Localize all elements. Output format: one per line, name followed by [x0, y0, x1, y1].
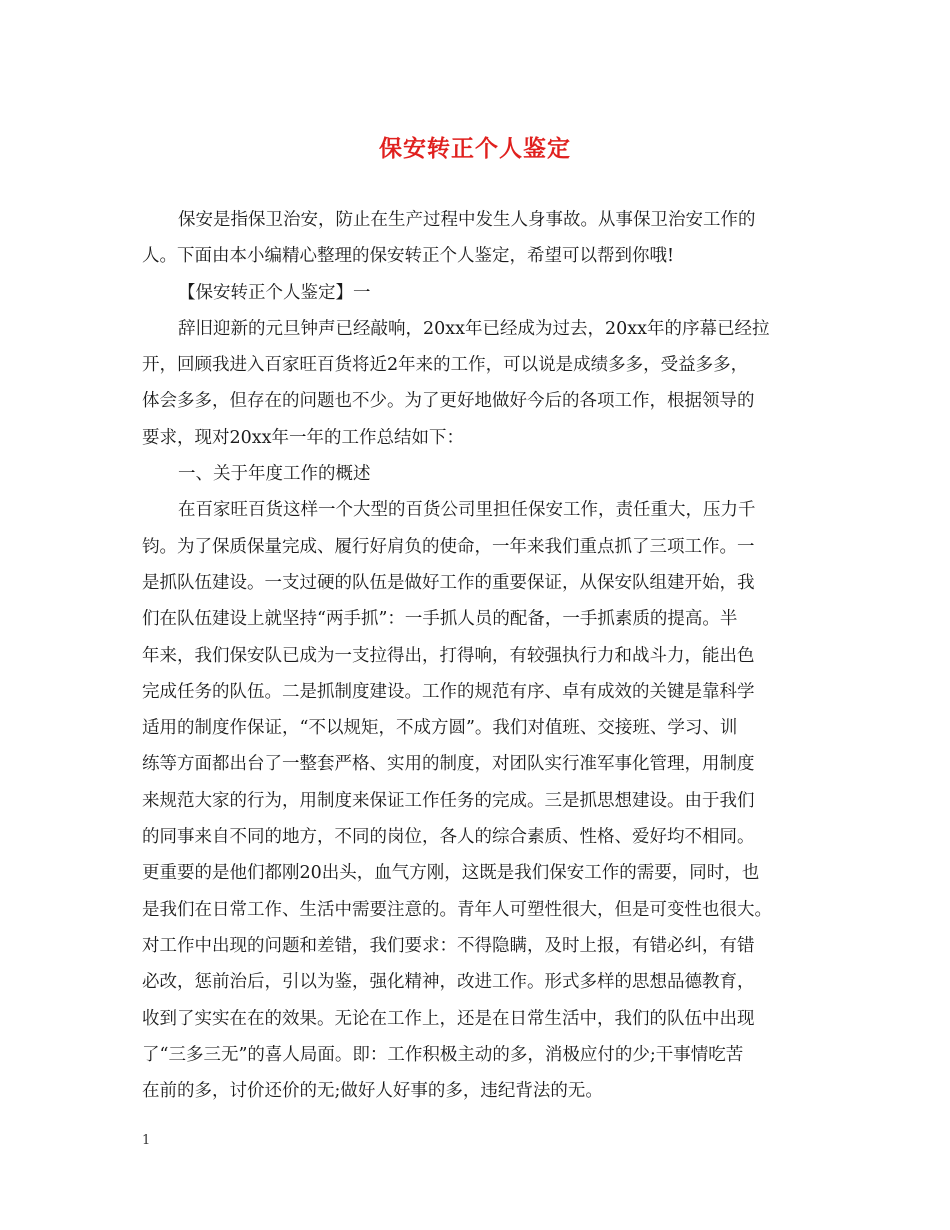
text-line: 人。下面由本小编精心整理的保安转正个人鉴定，希望可以帮到你哦!: [142, 246, 675, 267]
text-line: 适用的制度作保证，“不以规矩，不成方圆”。我们对值班、交接班、学习、训: [142, 718, 738, 739]
document-body: [142, 202, 820, 1109]
page-number: 1: [142, 1133, 151, 1148]
text-line: 是抓队伍建设。一支过硬的队伍是做好工作的重要保证，从保安队组建开始，我: [142, 572, 755, 593]
text-line: 【保安转正个人鉴定】一: [178, 282, 371, 303]
text-line: 一、关于年度工作的概述: [178, 464, 371, 485]
text-line: 对工作中出现的问题和差错，我们要求：不得隐瞒，及时上报，有错必纠，有错: [142, 935, 755, 956]
text-line: 钧。为了保质保量完成、履行好肩负的使命，一年来我们重点抓了三项工作。一: [142, 536, 755, 557]
text-line: 必改，惩前治后，引以为鉴，强化精神，改进工作。形式多样的思想品德教育，: [142, 972, 755, 993]
document-title: 保安转正个人鉴定: [379, 135, 571, 162]
text-line: 年来，我们保安队已成为一支拉得出，打得响，有较强执行力和战斗力，能出色: [142, 645, 755, 666]
text-line: 辞旧迎新的元旦钟声已经敲响，20xx年已经成为过去，20xx年的序幕已经拉: [178, 318, 770, 339]
text-line: 保安是指保卫治安，防止在生产过程中发生人身事故。从事保卫治安工作的: [178, 210, 756, 230]
text-line: 的同事来自不同的地方，不同的岗位，各人的综合素质、性格、爱好均不相同。: [142, 827, 755, 848]
text-line: 们在队伍建设上就坚持“两手抓”：一手抓人员的配备，一手抓素质的提高。半: [142, 609, 738, 630]
text-line: 来规范大家的行为，用制度来保证工作任务的完成。三是抓思想建设。由于我们: [142, 790, 755, 811]
text-line: 在前的多，讨价还价的无;做好人好事的多，违纪背法的无。: [142, 1081, 603, 1102]
text-line: 在百家旺百货这样一个大型的百货公司里担任保安工作，责任重大，压力千: [178, 500, 756, 521]
text-line: 开，回顾我进入百家旺百货将近2年来的工作，可以说是成绩多多，受益多多，: [142, 355, 749, 376]
text-line: 收到了实实在在的效果。无论在工作上，还是在日常生活中，我们的队伍中出现: [142, 1008, 755, 1029]
text-line: 了“三多三无”的喜人局面。即：工作积极主动的多，消极应付的少;干事情吃苦: [142, 1044, 744, 1065]
text-line: 体会多多，但存在的问题也不少。为了更好地做好今后的各项工作，根据领导的: [142, 391, 755, 412]
text-line: 要求，现对20xx年一年的工作总结如下：: [142, 427, 465, 448]
text-line: 更重要的是他们都刚20出头，血气方刚，这既是我们保安工作的需要，同时，也: [142, 863, 760, 884]
text-line: 完成任务的队伍。二是抓制度建设。工作的规范有序、卓有成效的关键是靠科学: [142, 681, 755, 702]
text-line: 是我们在日常工作、生活中需要注意的。青年人可塑性很大，但是可变性也很大。: [142, 899, 772, 920]
text-line: 练等方面都出台了一整套严格、实用的制度，对团队实行准军事化管理，用制度: [142, 754, 755, 775]
